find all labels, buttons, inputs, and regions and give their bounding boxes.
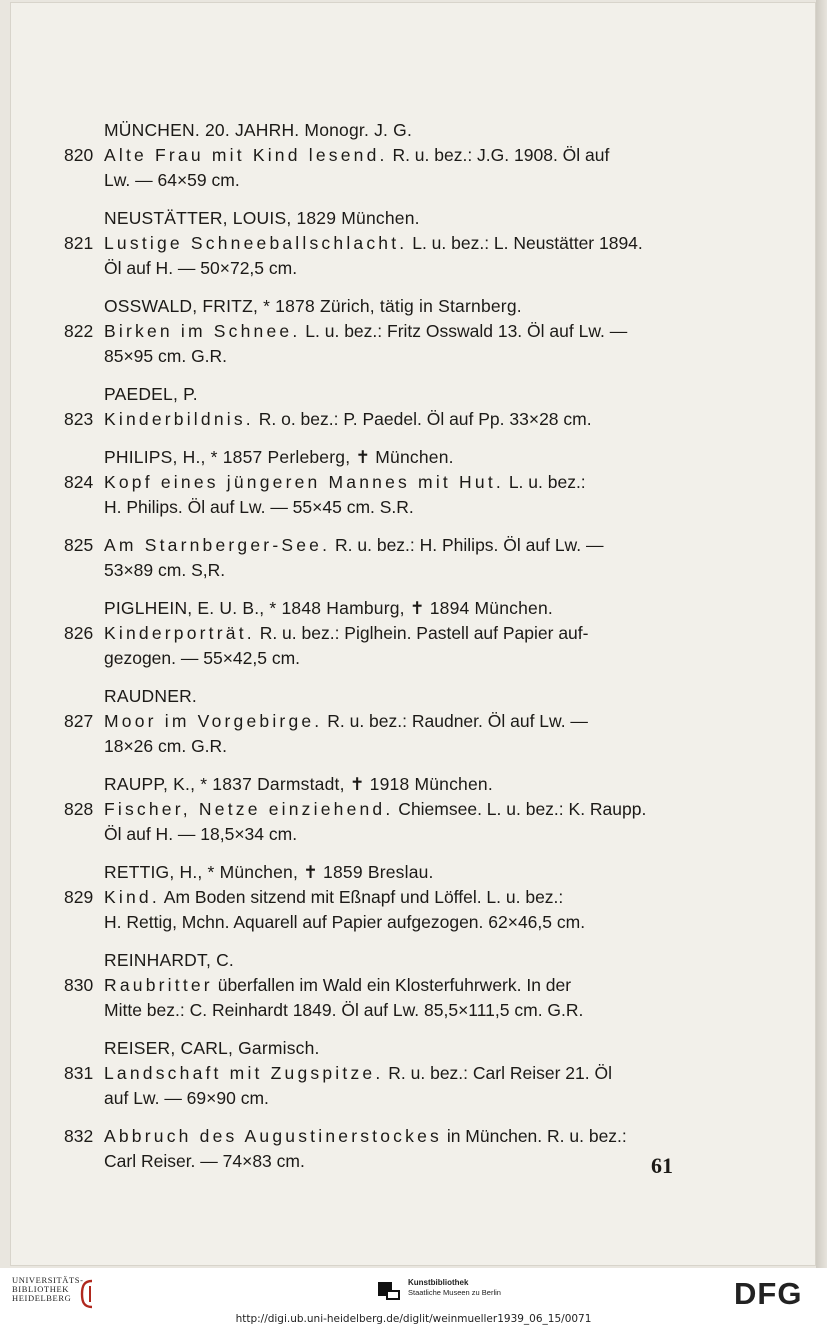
artist-heading: PHILIPS, H., * 1857 Perleberg, ✝ München. <box>104 447 454 467</box>
artist-heading: PAEDEL, P. <box>104 384 198 404</box>
artist-heading: REISER, CARL, Garmisch. <box>104 1038 320 1058</box>
catalog-entry-group <box>0 206 827 281</box>
university-line: BIBLIOTHEK <box>12 1284 69 1294</box>
artwork-details: Chiemsee. L. u. bez.: K. Raupp. <box>393 799 647 819</box>
artwork-title: Birken im Schnee. <box>104 321 301 341</box>
dfg-logo: DFG <box>734 1276 803 1311</box>
catalog-entry-group <box>0 596 827 671</box>
entry-number: 821 <box>64 233 94 253</box>
entry-number: 832 <box>64 1126 94 1146</box>
artwork-details: R. u. bez.: J.G. 1908. Öl auf <box>387 145 610 165</box>
artwork-title: Landschaft mit Zugspitze. <box>104 1063 384 1083</box>
artist-heading: NEUSTÄTTER, LOUIS, 1829 München. <box>104 208 420 228</box>
artwork-details: L. u. bez.: <box>503 472 586 492</box>
catalog-entry-group <box>0 1124 827 1174</box>
catalog-entry <box>0 407 684 432</box>
artwork-details: in München. R. u. bez.: <box>441 1126 627 1146</box>
artwork-details-continued: 85×95 cm. G.R. <box>104 346 228 366</box>
artwork-title: Kinderporträt. <box>104 623 255 643</box>
artist-heading: PIGLHEIN, E. U. B., * 1848 Hamburg, ✝ 1894 München. <box>104 598 553 618</box>
footer-bar <box>0 1268 827 1329</box>
catalog-entry-group <box>0 860 827 935</box>
artwork-title: Kinderbildnis. <box>104 409 254 429</box>
catalog-entry-group <box>0 294 827 369</box>
artwork-details: R. u. bez.: Piglhein. Pastell auf Papier auf- <box>254 623 589 643</box>
artist-heading: RETTIG, H., * München, ✝ 1859 Breslau. <box>104 862 434 882</box>
kunstbibliothek-subtitle: Staatliche Museen zu Berlin <box>408 1288 501 1297</box>
entry-number: 820 <box>64 145 94 165</box>
artwork-details: überfallen im Wald ein Klosterfuhrwerk. In der <box>212 975 572 995</box>
entry-number: 827 <box>64 711 94 731</box>
artist-heading: REINHARDT, C. <box>104 950 234 970</box>
kunstbibliothek-logo <box>378 1278 501 1300</box>
artwork-title: Abbruch des Augustinerstockes <box>104 1126 442 1146</box>
catalog-entry-group <box>0 948 827 1023</box>
artwork-details-continued: Lw. — 64×59 cm. <box>104 170 240 190</box>
artwork-details: L. u. bez.: Fritz Osswald 13. Öl auf Lw. — <box>300 321 628 341</box>
catalog-entry-group <box>0 382 827 432</box>
artwork-details-continued: 53×89 cm. S,R. <box>104 560 226 580</box>
catalog-entry-group <box>0 445 827 520</box>
entry-number: 828 <box>64 799 94 819</box>
catalog-entry <box>0 231 684 281</box>
catalog-entries <box>0 118 827 1187</box>
artwork-title: Kind. <box>104 887 160 907</box>
catalog-entry <box>0 143 684 193</box>
university-library-name <box>12 1276 84 1303</box>
catalog-entry <box>0 973 684 1023</box>
artwork-details: R. u. bez.: Raudner. Öl auf Lw. — <box>322 711 588 731</box>
entry-number: 824 <box>64 472 94 492</box>
page-number: 61 <box>651 1153 673 1178</box>
artist-heading: MÜNCHEN. 20. JAHRH. Monogr. J. G. <box>104 120 413 140</box>
catalog-entry <box>0 621 684 671</box>
source-url[interactable]: http://digi.ub.uni-heidelberg.de/diglit/weinmueller1939_06_15/0071 <box>235 1313 592 1325</box>
artwork-details-continued: H. Rettig, Mchn. Aquarell auf Papier aufgezogen. 62×46,5 cm. <box>104 912 586 932</box>
catalog-entry-group <box>0 772 827 847</box>
catalog-entry-group <box>0 533 827 583</box>
artwork-details-continued: Mitte bez.: C. Reinhardt 1849. Öl auf Lw. 85,5×111,5 cm. G.R. <box>104 1000 584 1020</box>
artwork-title: Raubritter <box>104 975 213 995</box>
catalog-entry <box>0 797 684 847</box>
kunstbibliothek-title: Kunstbibliothek <box>408 1278 469 1287</box>
artwork-details-continued: H. Philips. Öl auf Lw. — 55×45 cm. S.R. <box>104 497 414 517</box>
artwork-title: Alte Frau mit Kind lesend. <box>104 145 388 165</box>
artwork-details: R. u. bez.: Carl Reiser 21. Öl <box>383 1063 612 1083</box>
entry-number: 823 <box>64 409 94 429</box>
catalog-entry <box>0 1124 684 1174</box>
catalog-entry <box>0 1061 684 1111</box>
artwork-title: Fischer, Netze einziehend. <box>104 799 394 819</box>
entry-number: 830 <box>64 975 94 995</box>
kunstbibliothek-mark-icon <box>378 1278 400 1300</box>
artwork-details-continued: Carl Reiser. — 74×83 cm. <box>104 1151 305 1171</box>
artwork-title: Moor im Vorgebirge. <box>104 711 323 731</box>
artwork-title: Am Starnberger-See. <box>104 535 331 555</box>
catalog-entry-group <box>0 684 827 759</box>
university-logo-icon <box>78 1278 98 1310</box>
artwork-title: Kopf eines jüngeren Mannes mit Hut. <box>104 472 504 492</box>
artist-heading: OSSWALD, FRITZ, * 1878 Zürich, tätig in Starnberg. <box>104 296 522 316</box>
artwork-details: R. o. bez.: P. Paedel. Öl auf Pp. 33×28 cm. <box>253 409 592 429</box>
university-line: UNIVERSITÄTS- <box>12 1275 84 1285</box>
entry-number: 829 <box>64 887 94 907</box>
artwork-details: Am Boden sitzend mit Eßnapf und Löffel. L. u. bez.: <box>159 887 564 907</box>
entry-number: 822 <box>64 321 94 341</box>
artwork-details-continued: Öl auf H. — 18,5×34 cm. <box>104 824 298 844</box>
artist-heading: RAUPP, K., * 1837 Darmstadt, ✝ 1918 München. <box>104 774 493 794</box>
artwork-details-continued: auf Lw. — 69×90 cm. <box>104 1088 269 1108</box>
artwork-details-continued: Öl auf H. — 50×72,5 cm. <box>104 258 298 278</box>
university-line: HEIDELBERG <box>12 1293 72 1303</box>
catalog-entry <box>0 470 684 520</box>
catalog-entry <box>0 885 684 935</box>
artwork-details-continued: 18×26 cm. G.R. <box>104 736 228 756</box>
artwork-details: L. u. bez.: L. Neustätter 1894. <box>407 233 643 253</box>
catalog-entry <box>0 319 684 369</box>
entry-number: 826 <box>64 623 94 643</box>
catalog-entry-group <box>0 118 827 193</box>
entry-number: 831 <box>64 1063 94 1083</box>
catalog-entry <box>0 709 684 759</box>
artwork-details-continued: gezogen. — 55×42,5 cm. <box>104 648 301 668</box>
artwork-title: Lustige Schneeballschlacht. <box>104 233 408 253</box>
artwork-details: R. u. bez.: H. Philips. Öl auf Lw. — <box>330 535 604 555</box>
catalog-entry-group <box>0 1036 827 1111</box>
artist-heading: RAUDNER. <box>104 686 197 706</box>
catalog-entry <box>0 533 684 583</box>
entry-number: 825 <box>64 535 94 555</box>
